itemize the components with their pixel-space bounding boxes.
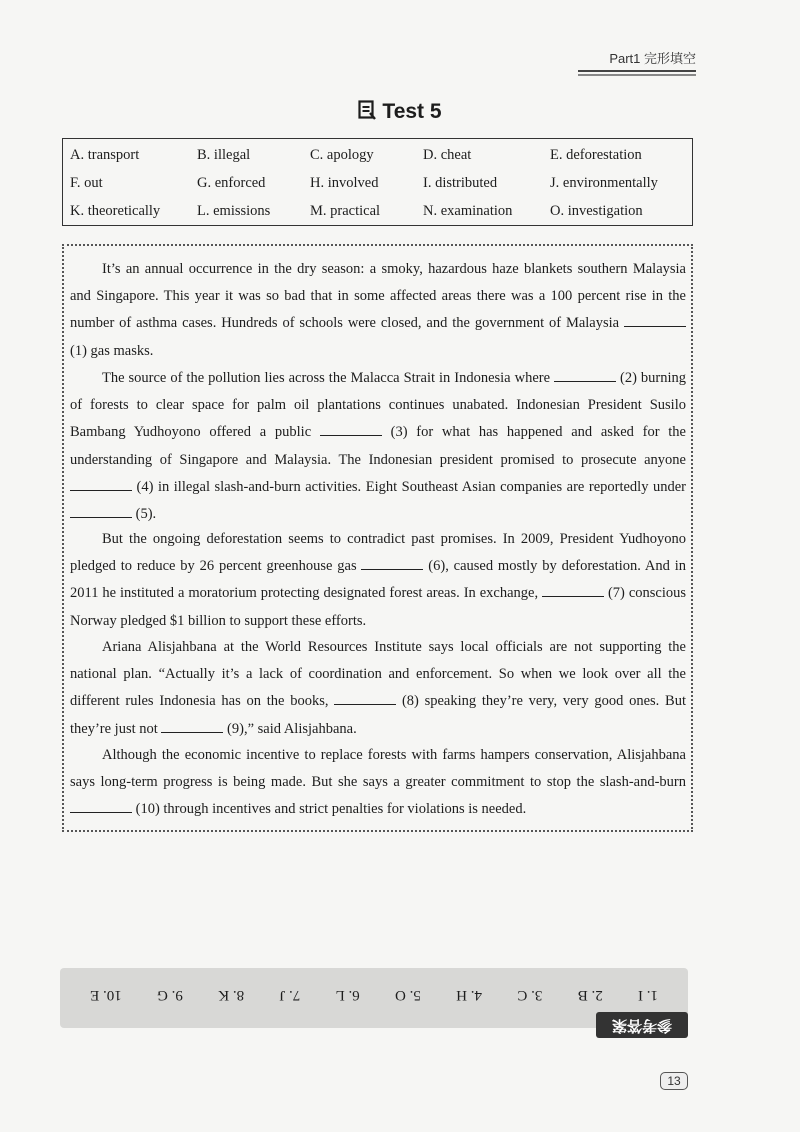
answer-item: 7. J (279, 987, 301, 1003)
page-title (0, 100, 800, 126)
passage-paragraph: It’s an annual occurrence in the dry season: a smoky, hazardous haze blankets southern Malaysia and Singapore. This year it was so bad that in some affected areas there was a 100 percent rise in the number of asthma cases. Hundreds of schools were closed, and the government of Malaysia (1) gas masks. (70, 261, 686, 359)
word-option: B. illegal (197, 147, 251, 163)
answer-key-label: 参考答案 (596, 1012, 688, 1038)
word-option: D. cheat (423, 147, 472, 163)
answer-key-row (60, 986, 688, 1003)
answer-blank[interactable] (624, 312, 686, 327)
answer-item: 5. O (395, 987, 421, 1003)
answer-blank[interactable] (542, 582, 604, 597)
word-option: F. out (70, 175, 103, 191)
answer-item: 6. L (335, 987, 360, 1003)
answer-blank[interactable] (554, 367, 616, 382)
page-number: 13 (660, 1072, 688, 1090)
answer-blank[interactable] (361, 555, 423, 570)
answer-item: 9. G (157, 987, 183, 1003)
answer-blank[interactable] (70, 503, 132, 518)
section-header: Part1 完形填空 (609, 51, 696, 66)
word-option: E. deforestation (550, 147, 642, 163)
answer-blank[interactable] (70, 476, 132, 491)
document-icon (358, 100, 376, 126)
passage-paragraph: But the ongoing deforestation seems to contradict past promises. In 2009, President Yudhoyono pledged to reduce by 26 percent greenhouse gas (6), caused mostly by deforestation. And in 2011 he instituted a moratorium protecting designated forest areas. In exchange, (7) conscious Norway pledged $1 billion to support these efforts. (70, 531, 687, 629)
word-option: A. transport (70, 147, 140, 163)
answer-blank[interactable] (70, 798, 132, 813)
answer-key (60, 968, 688, 1028)
answer-item: 10. E (90, 987, 122, 1003)
word-option: C. apology (310, 147, 374, 163)
answer-blank[interactable] (161, 718, 223, 733)
answer-item: 4. H (456, 987, 483, 1003)
word-option: J. environmentally (550, 175, 658, 191)
word-option: L. emissions (197, 203, 271, 219)
passage-paragraph: Ariana Alisjahbana at the World Resources Institute says local officials are not supporting the national plan. “Actually it’s a lack of coordination and enforcement. So when we look over all the different rules Indonesia has on the books, (8) speaking they’re very, very good ones. But they’re just not (9),” said Alisjahbana. (70, 639, 686, 737)
word-option: O. investigation (550, 203, 643, 219)
answer-blank[interactable] (334, 690, 396, 705)
header-rule (578, 70, 696, 76)
word-option: K. theoretically (70, 203, 161, 219)
word-option: M. practical (310, 203, 381, 219)
title-text: Test 5 (382, 100, 442, 123)
word-option: I. distributed (423, 175, 498, 191)
passage-paragraph: The source of the pollution lies across the Malacca Strait in Indonesia where (2) burning of forests to clear space for palm oil plantations continues unabated. Indonesian President Susilo Bambang Yudhoyono offered a public (3) for what has happened and asked for the understanding of Singapore and Malaysia. The Indonesian president promised to prosecute anyone (4) in illegal slash-and-burn activities. Eight Southeast Asian companies are reportedly under (5). (70, 365, 686, 528)
answer-item: 8. K (218, 987, 245, 1003)
word-option: G. enforced (197, 175, 266, 191)
answer-item: 1. I (638, 987, 658, 1003)
word-option: N. examination (423, 203, 513, 219)
passage-paragraph: Although the economic incentive to replace forests with farms hampers conservation, Alisjahbana says long-term progress is being made. But she says a greater commitment to stop the slash-and-burn (10) through incentives and strict penalties for violations is needed. (70, 747, 686, 818)
word-bank (62, 138, 693, 226)
word-option: H. involved (310, 175, 379, 191)
answer-blank[interactable] (320, 421, 382, 436)
answer-item: 2. B (577, 987, 603, 1003)
answer-item: 3. C (517, 987, 543, 1003)
